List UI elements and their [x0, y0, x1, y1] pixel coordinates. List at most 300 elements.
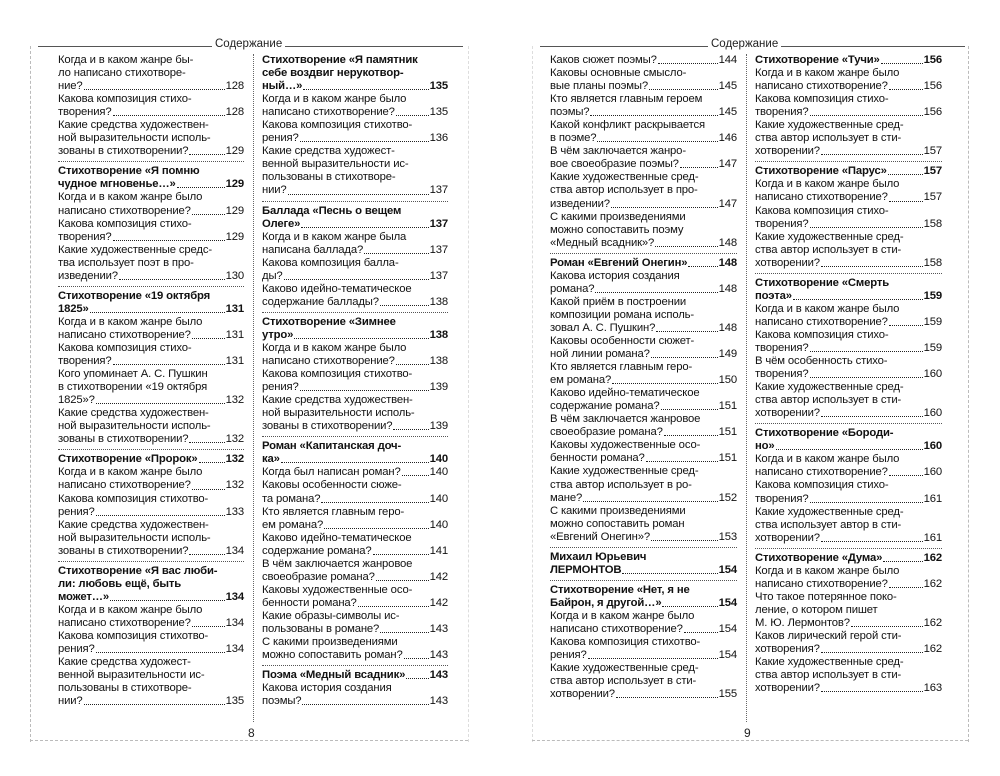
toc-section [58, 54, 244, 158]
toc-entry-line [755, 630, 942, 643]
toc-entry-text: В чём заключается жанровое [262, 557, 413, 570]
toc-heading-text: Стихотворение «19 октября [58, 289, 211, 302]
dot-leader [300, 141, 429, 142]
dot-leader [177, 187, 225, 188]
toc-entry-line [550, 296, 737, 309]
header-title: Содержание [708, 38, 781, 50]
toc-heading-line [755, 427, 942, 440]
toc-page-number: 160 [923, 407, 942, 420]
toc-section [755, 273, 942, 421]
toc-entry-line [58, 145, 244, 158]
toc-entry-line [58, 643, 244, 656]
toc-entry-line [550, 237, 737, 250]
toc-page-number: 157 [923, 145, 942, 158]
toc-entry-text: написано стихотворение? [755, 315, 888, 328]
toc-entry-line [755, 453, 942, 466]
toc-entry-line [550, 309, 737, 322]
toc-entry-text: Какие средства художест- [262, 145, 395, 158]
toc-entry-line [58, 617, 244, 630]
toc-column-2 [262, 54, 448, 708]
toc-entry-text: Какой конфликт раскрывается [550, 119, 705, 132]
toc-entry-text: Какие средства художествен- [58, 119, 209, 132]
toc-entry-text: Когда и в каком жанре было [755, 302, 900, 315]
toc-entry-text: Кто является главным геро- [550, 361, 693, 374]
toc-entry-text: Какова история создания [550, 269, 680, 282]
toc-section [262, 201, 448, 309]
toc-entry-line [262, 682, 448, 695]
toc-page-number: 160 [923, 466, 942, 479]
dot-leader [199, 462, 225, 463]
toc-entry-text: Каковы особенности сюже- [262, 479, 402, 492]
toc-entry-text: ло написано стихотворе- [58, 67, 186, 80]
dot-leader [96, 403, 225, 404]
dot-leader [889, 325, 923, 326]
toc-column-4 [755, 54, 942, 695]
dot-leader [406, 678, 428, 679]
toc-entry-line [262, 545, 448, 558]
toc-entry-line [550, 479, 737, 492]
toc-entry-text: Когда и в каком жанре было [755, 453, 900, 466]
toc-entry-text: Какие художественные сред- [755, 381, 904, 394]
dot-leader [821, 266, 923, 267]
toc-page-number: 131 [225, 328, 244, 341]
toc-entry-text: ства автор использует в про- [550, 184, 698, 197]
right-page [500, 0, 1000, 776]
toc-entry-line [755, 591, 942, 604]
dot-leader [597, 141, 717, 142]
toc-entry-line [262, 623, 448, 636]
toc-section [550, 253, 737, 544]
toc-entry-text: ства использует автор в сти- [755, 518, 902, 531]
toc-entry-text: Какова композиция стихо- [58, 93, 192, 106]
toc-entry-text: Когда и в каком жанре было [58, 315, 203, 328]
toc-entry-text: творения? [58, 230, 112, 243]
dot-leader [883, 561, 922, 562]
toc-page-number: 158 [923, 256, 942, 269]
toc-entry-line [755, 493, 942, 506]
toc-entry-text: венной выразительности ис- [58, 669, 205, 682]
toc-entry-line [755, 565, 942, 578]
toc-entry-text: содержание романа? [262, 544, 372, 557]
toc-entry-line [58, 218, 244, 231]
toc-entry-line [58, 394, 244, 407]
toc-heading-line [755, 440, 942, 453]
toc-heading-text: себе воздвиг нерукотвор- [262, 67, 404, 80]
toc-page-number: 139 [429, 420, 448, 433]
dot-leader [684, 632, 718, 633]
dot-leader [662, 606, 717, 607]
toc-entry-line [755, 532, 942, 545]
toc-entry-text: рения? [58, 505, 95, 518]
dot-leader [821, 154, 923, 155]
toc-entry-line [550, 636, 737, 649]
dot-leader [396, 364, 429, 365]
toc-entry-text: Какова композиция стихо- [755, 204, 889, 217]
dot-leader [301, 227, 428, 228]
toc-entry-text: «Евгений Онегин»? [550, 530, 650, 543]
toc-page-number: 138 [429, 295, 448, 308]
dot-leader [611, 207, 718, 208]
toc-entry-line [262, 506, 448, 519]
toc-entry-text: своеобразие романа? [262, 570, 375, 583]
toc-entry-line [755, 407, 942, 420]
toc-entry-text: можно сопоставить роман [550, 517, 685, 530]
toc-entry-line [755, 67, 942, 80]
toc-entry-line [58, 545, 244, 558]
toc-entry-line [58, 368, 244, 381]
toc-page-number: 143 [429, 695, 448, 708]
toc-heading-text: Олеге» [262, 217, 301, 230]
toc-heading-line [262, 440, 448, 453]
toc-entry-line [550, 93, 737, 106]
toc-entry-text: Каковы художественные осо- [550, 439, 701, 452]
toc-entry-line [755, 119, 942, 132]
toc-heading-text: Стихотворение «Пророк» [58, 453, 198, 466]
toc-entry-line [755, 244, 942, 257]
toc-entry-line [58, 316, 244, 329]
toc-entry-text: Когда был написан роман? [262, 466, 401, 479]
toc-entry-text: творения? [755, 217, 809, 230]
toc-page-number: 146 [718, 132, 737, 145]
toc-column-3 [550, 54, 737, 701]
toc-entry-text: Какова композиция стихо- [755, 328, 889, 341]
toc-entry-text: та романа? [262, 492, 321, 505]
toc-page-number: 151 [718, 426, 737, 439]
toc-heading-line [58, 178, 244, 191]
toc-section [262, 665, 448, 708]
dot-leader [396, 115, 429, 116]
toc-entry-line [550, 413, 737, 426]
toc-page-number: 154 [718, 596, 737, 609]
toc-entry-text: рения? [58, 643, 95, 656]
toc-entry-text: в стихотворении «19 октября [58, 381, 208, 394]
dot-leader [810, 227, 923, 228]
toc-page-number: 159 [923, 315, 942, 328]
dot-leader [776, 449, 923, 450]
toc-entry-text: хотворения? [755, 643, 820, 656]
toc-page-number: 160 [923, 440, 942, 453]
toc-section [262, 54, 448, 198]
toc-heading-text: Стихотворение «Тучи» [755, 54, 880, 66]
toc-heading-line [262, 205, 448, 218]
toc-heading-line [755, 277, 942, 290]
toc-entry-line [755, 303, 942, 316]
toc-entry-line [755, 604, 942, 617]
toc-entry-line [58, 479, 244, 492]
toc-entry-text: Когда и в каком жанре была [262, 230, 407, 243]
toc-entry-line [755, 617, 942, 630]
toc-entry-text: ства автор использует в сти- [755, 669, 902, 682]
toc-entry-line [550, 171, 737, 184]
toc-entry-text: написано стихотворение? [58, 204, 191, 217]
dot-leader [810, 351, 923, 352]
toc-page-number: 148 [718, 236, 737, 249]
toc-entry-line [262, 571, 448, 584]
toc-entry-line [550, 283, 737, 296]
toc-heading-line [755, 552, 942, 565]
dot-leader [851, 626, 923, 627]
dot-leader [649, 89, 718, 90]
toc-page-number: 161 [923, 531, 942, 544]
toc-entry-text: Какие средства художест- [58, 656, 191, 669]
toc-entry-line [58, 466, 244, 479]
toc-entry-line [58, 604, 244, 617]
dot-leader [96, 652, 225, 653]
toc-entry-line [58, 493, 244, 506]
toc-entry-text: Какие художественные сред- [755, 656, 904, 669]
toc-page-number: 156 [923, 54, 942, 66]
toc-page-number: 143 [429, 622, 448, 635]
dot-leader [113, 364, 225, 365]
toc-entry-line [262, 106, 448, 119]
toc-page-number: 132 [225, 394, 244, 407]
toc-entry-line [262, 93, 448, 106]
toc-page-number: 137 [429, 217, 448, 230]
dot-leader [821, 541, 923, 542]
toc-page-number: 148 [718, 282, 737, 295]
toc-page-number: 133 [225, 505, 244, 518]
toc-entry-text: написано стихотворение? [58, 616, 191, 629]
toc-entry-text: Каковы основные смысло- [550, 67, 687, 80]
toc-page-number: 157 [923, 165, 942, 178]
toc-entry-text: в поэме? [550, 132, 597, 145]
toc-heading-text: Стихотворение «Я памятник [262, 54, 418, 66]
toc-page-number: 130 [225, 269, 244, 282]
toc-heading-line [550, 597, 737, 610]
toc-entry-text: пользованы в стихотворе- [262, 171, 396, 184]
toc-entry-line [755, 205, 942, 218]
toc-entry-text: хотворении? [550, 688, 615, 701]
toc-entry-text: ной выразительности исполь- [58, 420, 211, 433]
toc-entry-text: Какие художественные сред- [755, 505, 904, 518]
toc-heading-line [262, 218, 448, 231]
header-title: Содержание [212, 38, 285, 50]
toc-entry-text: хотворении? [755, 682, 820, 695]
toc-entry-text: зованы в стихотворении? [58, 145, 189, 158]
toc-entry-line [58, 54, 244, 67]
toc-entry-line [262, 132, 448, 145]
toc-section [550, 547, 737, 577]
toc-entry-line [262, 532, 448, 545]
toc-entry-line [262, 584, 448, 597]
toc-page-number: 140 [429, 453, 448, 466]
toc-entry-text: Кого упоминает А. С. Пушкин [58, 368, 208, 381]
toc-entry-line [755, 80, 942, 93]
toc-entry-text: ление, о котором пишет [755, 603, 878, 616]
toc-entry-text: поэмы? [262, 695, 302, 708]
dot-leader [810, 377, 923, 378]
toc-page-number: 159 [923, 289, 942, 302]
toc-section [755, 54, 942, 158]
toc-entry-text: Когда и в каком жанре было [755, 67, 900, 80]
toc-entry-text: М. Ю. Лермонтов? [755, 616, 850, 629]
toc-entry-line [262, 519, 448, 532]
toc-section [550, 580, 737, 701]
dot-leader [680, 167, 718, 168]
toc-entry-text: пользованы в стихотворе- [58, 682, 192, 695]
toc-page-number: 132 [225, 453, 244, 466]
toc-page-number: 148 [718, 321, 737, 334]
toc-entry-line [58, 656, 244, 669]
toc-entry-text: ды? [262, 269, 283, 282]
toc-entry-text: содержание романа? [550, 400, 660, 413]
toc-section [550, 54, 737, 250]
toc-page-number: 134 [225, 643, 244, 656]
toc-heading-line [262, 54, 448, 67]
toc-page-number: 134 [225, 616, 244, 629]
toc-entry-text: С какими произведениями [550, 210, 686, 223]
toc-heading-line [58, 453, 244, 466]
toc-entry-line [755, 656, 942, 669]
toc-entry-text: Когда и в каком жанре было [550, 609, 695, 622]
toc-entry-text: вое своеобразие поэмы? [550, 158, 679, 171]
toc-entry-line [550, 518, 737, 531]
dot-leader [192, 214, 225, 215]
toc-entry-line [550, 400, 737, 413]
toc-entry-text: ства автор использует в сти- [755, 132, 902, 145]
toc-entry-text: творения? [58, 106, 112, 119]
dot-leader [821, 416, 923, 417]
toc-entry-line [550, 322, 737, 335]
toc-entry-line [550, 80, 737, 93]
toc-entry-line [58, 669, 244, 682]
dot-leader [888, 174, 923, 175]
dot-leader [590, 115, 717, 116]
page-number: 8 [248, 726, 255, 740]
dot-leader [664, 435, 718, 436]
dot-leader [889, 475, 923, 476]
toc-heading-line [262, 453, 448, 466]
dot-leader [90, 312, 225, 313]
toc-entry-text: Какова композиция стихо- [58, 217, 192, 230]
toc-entry-line [262, 119, 448, 132]
toc-entry-line [550, 54, 737, 67]
toc-page-number: 138 [429, 355, 448, 368]
toc-heading-text: Баллада «Песнь о вещем [262, 204, 402, 217]
toc-heading-text: чудное мгновенье…» [58, 178, 176, 191]
dot-leader [651, 540, 718, 541]
toc-entry-text: Какова композиция балла- [262, 256, 399, 269]
toc-page-number: 162 [923, 577, 942, 590]
column-separator [746, 54, 747, 722]
toc-entry-line [550, 224, 737, 237]
toc-page-number: 129 [225, 178, 244, 191]
toc-entry-line [755, 394, 942, 407]
toc-section [755, 423, 942, 544]
dot-leader [658, 63, 718, 64]
toc-entry-line [550, 649, 737, 662]
toc-entry-line [58, 433, 244, 446]
toc-entry-line [58, 119, 244, 132]
toc-heading-line [58, 591, 244, 604]
toc-page-number: 132 [225, 433, 244, 446]
toc-entry-text: творения? [58, 355, 112, 368]
dot-leader [588, 658, 718, 659]
toc-heading-text: Стихотворение «Бороди- [755, 427, 894, 440]
toc-page-number: 137 [429, 243, 448, 256]
toc-page-number: 150 [718, 374, 737, 387]
toc-entry-text: Какие художественные средс- [58, 243, 212, 256]
dot-leader [281, 462, 429, 463]
toc-entry-line [262, 466, 448, 479]
toc-entry-line [755, 466, 942, 479]
toc-entry-line [58, 231, 244, 244]
toc-page-number: 160 [923, 368, 942, 381]
toc-page-number: 135 [429, 106, 448, 119]
toc-entry-line [755, 93, 942, 106]
toc-entry-line [550, 610, 737, 623]
dot-leader [881, 63, 923, 64]
toc-page-number: 140 [429, 466, 448, 479]
toc-entry-text: Какова композиция стихо- [755, 93, 889, 106]
toc-column-1 [58, 54, 244, 708]
toc-entry-text: Какие художественные сред- [550, 662, 699, 675]
toc-entry-text: написано стихотворение? [550, 622, 683, 635]
toc-entry-text: можно сопоставить поэму [550, 223, 684, 236]
toc-heading-line [262, 316, 448, 329]
dot-leader [656, 331, 717, 332]
dot-leader [651, 357, 718, 358]
toc-entry-line [755, 191, 942, 204]
toc-entry-line [262, 158, 448, 171]
toc-page-number: 148 [718, 256, 737, 269]
toc-entry-line [262, 479, 448, 492]
toc-entry-text: Когда и в каком жанре было [755, 178, 900, 191]
toc-page-number: 131 [225, 355, 244, 368]
toc-entry-line [755, 368, 942, 381]
dot-leader [622, 573, 717, 574]
toc-entry-text: ние? [58, 80, 83, 93]
dot-leader [688, 266, 717, 267]
toc-entry-line [550, 348, 737, 361]
toc-entry-text: Когда и в каком жанре было [58, 191, 203, 204]
toc-heading-line [550, 257, 737, 270]
toc-entry-text: зованы в стихотворении? [58, 544, 189, 557]
toc-entry-line [550, 623, 737, 636]
toc-entry-text: ства автор использует в сти- [755, 394, 902, 407]
toc-entry-line [755, 355, 942, 368]
toc-entry-line [550, 662, 737, 675]
toc-entry-text: Какой приём в построении [550, 295, 687, 308]
dot-leader [113, 115, 225, 116]
toc-entry-line [550, 361, 737, 374]
dot-leader [646, 461, 718, 462]
toc-entry-line [755, 669, 942, 682]
toc-page-number: 131 [225, 302, 244, 315]
toc-entry-text: 1825»? [58, 394, 95, 407]
toc-page-number: 142 [429, 596, 448, 609]
toc-entry-text: зовал А. С. Пушкин? [550, 321, 656, 334]
toc-entry-text: венной выразительности ис- [262, 158, 409, 171]
toc-entry-text: Какие художественные сред- [755, 119, 904, 132]
toc-page-number: 154 [718, 649, 737, 662]
toc-heading-text: Стихотворение «Дума» [755, 551, 883, 564]
toc-entry-text: бенности романа? [262, 596, 357, 609]
toc-entry-line [262, 381, 448, 394]
toc-entry-line [755, 316, 942, 329]
toc-entry-line [58, 244, 244, 257]
dot-leader [84, 89, 225, 90]
toc-page-number: 132 [225, 479, 244, 492]
toc-entry-text: ства автор использует в сти- [755, 243, 902, 256]
toc-entry-text: рения? [262, 381, 299, 394]
dot-leader [110, 600, 225, 601]
toc-heading-text: ный…» [262, 80, 303, 93]
toc-entry-text: Каковы художественные осо- [262, 583, 413, 596]
toc-entry-text: хотворении? [755, 256, 820, 269]
toc-heading-text: ЛЕРМОНТОВ [550, 563, 622, 576]
dot-leader [302, 704, 428, 705]
